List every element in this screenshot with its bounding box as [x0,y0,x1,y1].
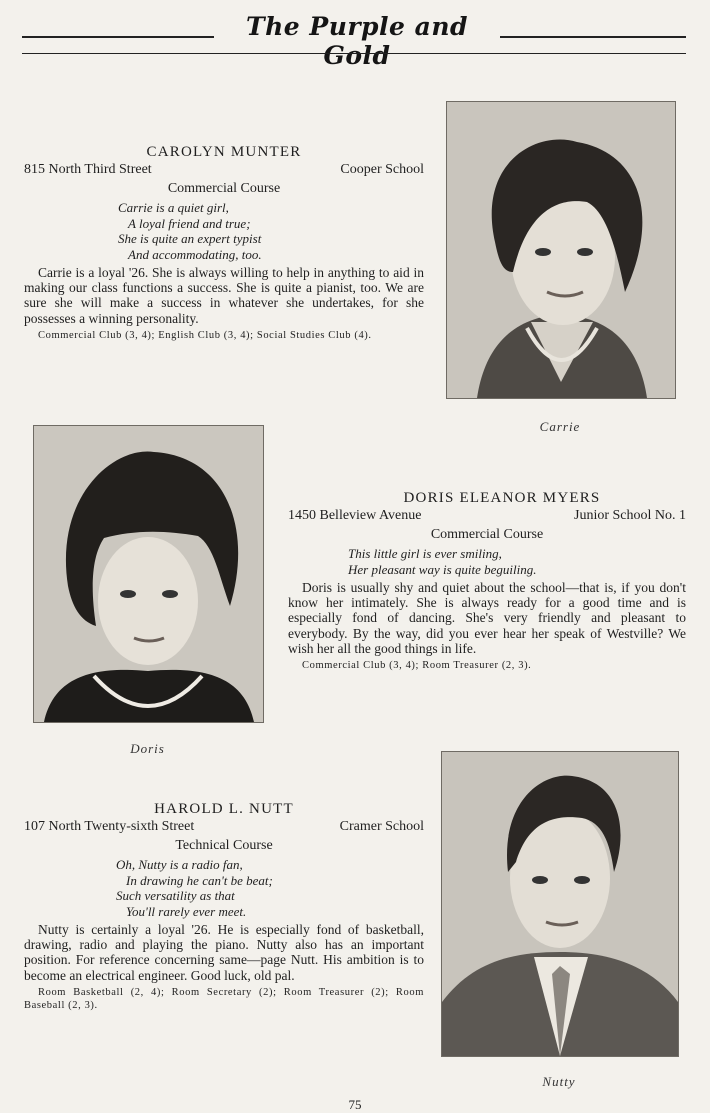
student-photo-carolyn [446,101,676,399]
portrait-image [447,102,675,398]
student-bio-carolyn [24,143,424,342]
student-course: Commercial Course [430,527,544,542]
poem-line: You'll rarely ever meet. [126,903,247,919]
student-address: 815 North Third Street [24,162,152,177]
address-line [288,507,686,525]
student-name: CAROLYN MUNTER [146,144,302,160]
student-photo-doris [33,425,264,723]
poem-line: And accommodating, too. [128,246,262,262]
student-name: HAROLD L. NUTT [154,801,294,817]
poem-line: Her pleasant way is quite beguiling. [348,561,537,577]
student-address: 1450 Belleview Avenue [288,508,422,523]
poem-line: She is quite an expert typist [118,231,262,246]
header-rule-left [22,36,214,38]
student-paragraph: Nutty is certainly a loyal '26. He is especially fond of basketball, drawing, radio and playing the piano. Nutty also has an important position. For reference concerning same—page Nutt. His ambition is to become an electrical engineer. Good luck, old pal. [24,922,424,983]
student-paragraph: Carrie is a loyal '26. She is always willing to help in anything to aid in making our class functions a success. She is quite a pianist, too. We are sure she will make a success in whatever she undertakes, for she possesses a winning personality. [24,265,424,326]
student-address: 107 North Twenty-sixth Street [24,819,195,834]
poem-line: Oh, Nutty is a radio fan, [116,857,243,872]
student-course: Commercial Course [167,181,281,196]
student-school: Cooper School [340,162,424,177]
header-rule-bottom [22,53,686,54]
poem-line: In drawing he can't be beat; [126,872,273,888]
header-rule-right [500,36,686,38]
student-activities: Commercial Club (3, 4); English Club (3, 4); Social Studies Club (4). [38,329,372,341]
photo-caption: Doris [130,741,165,756]
photo-caption: Carrie [539,419,581,434]
student-activities: Commercial Club (3, 4); Room Treasurer (2, 3). [302,660,532,672]
page-number: 75 [348,1097,362,1112]
student-bio-doris [288,489,686,672]
address-line [24,161,424,179]
student-course: Technical Course [175,838,273,853]
student-poem [288,546,686,577]
poem-line: This little girl is ever smiling, [348,546,502,561]
poem-line: A loyal friend and true; [128,215,251,231]
portrait-image [34,426,263,722]
address-line [24,818,424,836]
student-paragraph: Doris is usually shy and quiet about the school—that is, if you don't know her intimately. She is always ready for a good time and is especially fond of dancing. She's very friendly and pleasant to everybody. By the way, did you ever hear her speak of Westville? We wish her all the good things in life. [288,580,686,656]
page-title: The Purple and Gold [246,12,468,70]
student-bio-harold [24,800,424,1012]
student-school: Cramer School [339,819,424,834]
student-activities: Room Basketball (2, 4); Room Secretary (2); Room Treasurer (2); Room Baseball (2, 3). [24,986,424,1011]
student-poem [24,200,424,262]
photo-caption: Nutty [542,1074,576,1089]
poem-line: Carrie is a quiet girl, [118,200,229,215]
student-name: DORIS ELEANOR MYERS [403,490,601,506]
student-poem [24,857,424,919]
page-header [0,0,710,70]
student-school: Junior School No. 1 [574,508,686,523]
portrait-image [442,752,678,1056]
poem-line: Such versatility as that [116,888,235,903]
student-photo-harold [441,751,679,1057]
